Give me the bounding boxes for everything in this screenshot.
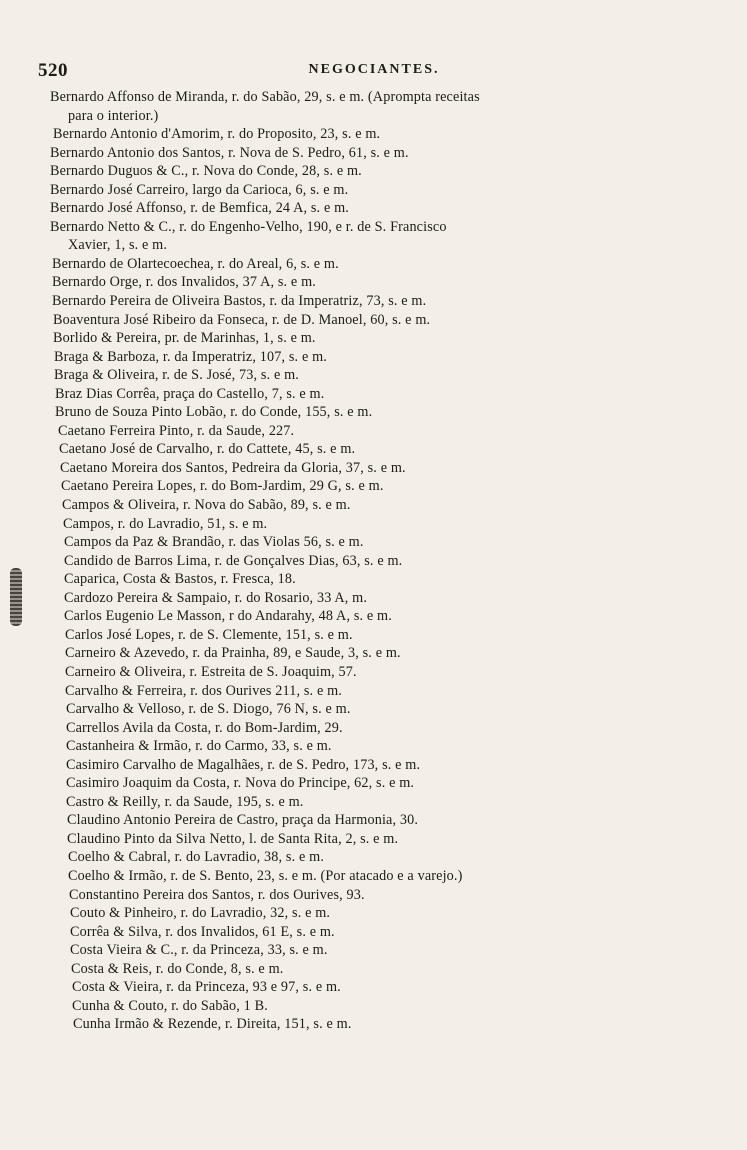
entry-line: Bernardo José Carreiro, largo da Carioca, 6, s. e m. — [50, 181, 349, 198]
directory-entry — [0, 756, 747, 775]
directory-entry — [0, 162, 747, 181]
entry-line: Braga & Oliveira, r. de S. José, 73, s. e m. — [54, 367, 299, 384]
entry-line: Caparica, Costa & Bastos, r. Fresca, 18. — [64, 571, 296, 588]
entry-line: Cunha & Couto, r. do Sabão, 1 B. — [72, 997, 268, 1014]
directory-entry — [0, 255, 747, 274]
directory-entry — [0, 477, 747, 496]
directory-entry — [0, 589, 747, 608]
directory-entry — [0, 978, 747, 997]
directory-entry — [0, 570, 747, 589]
page-header — [38, 60, 710, 84]
directory-entry — [0, 292, 747, 311]
entry-line: Casimiro Joaquim da Costa, r. Nova do Principe, 62, s. e m. — [66, 775, 415, 792]
directory-entry — [0, 941, 747, 960]
entry-line: Costa & Vieira, r. da Princeza, 93 e 97, s. e m. — [72, 979, 341, 996]
entry-line: Carrellos Avila da Costa, r. do Bom-Jardim, 29. — [66, 719, 343, 736]
entry-line: Caetano Ferreira Pinto, r. da Saude, 227. — [58, 422, 295, 439]
entry-line: Casimiro Carvalho de Magalhães, r. de S. Pedro, 173, s. e m. — [66, 756, 421, 773]
entry-line: Coelho & Cabral, r. do Lavradio, 38, s. e m. — [68, 849, 325, 866]
entry-line: Cardozo Pereira & Sampaio, r. do Rosario, 33 A, m. — [64, 589, 368, 606]
directory-entry — [0, 1015, 747, 1034]
directory-entry — [0, 311, 747, 330]
directory-entry — [0, 848, 747, 867]
directory-entry — [0, 329, 747, 348]
directory-entry — [0, 644, 747, 663]
entry-line: Carneiro & Oliveira, r. Estreita de S. Joaquim, 57. — [65, 663, 357, 680]
directory-entry — [0, 385, 747, 404]
directory-entry — [0, 218, 747, 255]
directory-entry — [0, 607, 747, 626]
entry-line: Candido de Barros Lima, r. de Gonçalves Dias, 63, s. e m. — [64, 552, 403, 569]
directory-entry — [0, 811, 747, 830]
directory-entry — [0, 533, 747, 552]
entry-line: Bernardo Antonio dos Santos, r. Nova de S. Pedro, 61, s. e m. — [50, 144, 409, 161]
entry-continuation: Xavier, 1, s. e m. — [68, 237, 168, 254]
entry-line: Castro & Reilly, r. da Saude, 195, s. e m. — [66, 793, 304, 810]
directory-entry — [0, 515, 747, 534]
entry-line: Constantino Pereira dos Santos, r. dos Ourives, 93. — [69, 886, 365, 903]
directory-entry — [0, 626, 747, 645]
entry-line: Costa & Reis, r. do Conde, 8, s. e m. — [71, 960, 284, 977]
directory-entry — [0, 422, 747, 441]
directory-entry — [0, 88, 747, 125]
directory-entry — [0, 793, 747, 812]
entry-line: Castanheira & Irmão, r. do Carmo, 33, s. e m. — [66, 738, 332, 755]
directory-entry — [0, 125, 747, 144]
entry-line: Claudino Antonio Pereira de Castro, praça da Harmonia, 30. — [67, 812, 419, 829]
entry-line: Couto & Pinheiro, r. do Lavradio, 32, s. e m. — [70, 905, 331, 922]
directory-entry — [0, 923, 747, 942]
entry-line: Carneiro & Azevedo, r. da Prainha, 89, e Saude, 3, s. e m. — [65, 645, 401, 662]
directory-entry — [0, 440, 747, 459]
entry-line: Carlos Eugenio Le Masson, r do Andarahy, 48 A, s. e m. — [64, 608, 392, 625]
directory-entry — [0, 403, 747, 422]
entry-line: Caetano Moreira dos Santos, Pedreira da Gloria, 37, s. e m. — [60, 459, 406, 476]
directory-entry — [0, 663, 747, 682]
directory-entry — [0, 181, 747, 200]
entry-line: Carlos José Lopes, r. de S. Clemente, 151, s. e m. — [65, 626, 353, 643]
directory-entry — [0, 700, 747, 719]
directory-entry — [0, 737, 747, 756]
entry-line: Carvalho & Ferreira, r. dos Ourives 211, s. e m. — [65, 682, 342, 699]
directory-entry — [0, 199, 747, 218]
entry-line: Corrêa & Silva, r. dos Invalidos, 61 E, s. e m. — [70, 923, 335, 940]
entry-line: Braga & Barboza, r. da Imperatriz, 107, s. e m. — [54, 348, 327, 365]
directory-entry — [0, 459, 747, 478]
entry-line: Coelho & Irmão, r. de S. Bento, 23, s. e m. (Por atacado e a varejo.) — [68, 867, 463, 884]
page-number: 520 — [38, 60, 68, 81]
entry-line: Bernardo de Olartecoechea, r. do Areal, 6, s. e m. — [52, 255, 339, 272]
directory-entry — [0, 960, 747, 979]
entry-line: Caetano José de Carvalho, r. do Cattete, 45, s. e m. — [59, 441, 356, 458]
running-head: NEGOCIANTES. — [308, 62, 440, 77]
entry-line: Bernardo Orge, r. dos Invalidos, 37 A, s. e m. — [52, 274, 316, 291]
entry-line: Campos da Paz & Brandão, r. das Violas 56, s. e m. — [64, 534, 364, 551]
directory-entry — [0, 682, 747, 701]
directory-entry — [0, 366, 747, 385]
directory-entry — [0, 867, 747, 886]
directory-entry — [0, 552, 747, 571]
directory-entry — [0, 273, 747, 292]
entry-line: Bernardo Netto & C., r. do Engenho-Velho, 190, e r. de S. Francisco — [50, 218, 447, 235]
directory-entry — [0, 144, 747, 163]
entry-line: Cunha Irmão & Rezende, r. Direita, 151, s. e m. — [73, 1016, 352, 1033]
entry-line: Carvalho & Velloso, r. de S. Diogo, 76 N, s. e m. — [66, 701, 351, 718]
entry-line: Bernardo Affonso de Miranda, r. do Sabão, 29, s. e m. (Aprompta receitas — [50, 89, 480, 105]
directory-entry — [0, 774, 747, 793]
entry-line: Bruno de Souza Pinto Lobão, r. do Conde, 155, s. e m. — [55, 404, 373, 421]
margin-stain — [10, 568, 22, 626]
entry-line: Caetano Pereira Lopes, r. do Bom-Jardim, 29 G, s. e m. — [61, 478, 384, 495]
entry-list — [0, 88, 747, 1034]
directory-entry — [0, 830, 747, 849]
entry-line: Braz Dias Corrêa, praça do Castello, 7, s. e m. — [55, 385, 325, 402]
entry-line: Claudino Pinto da Silva Netto, l. de Santa Rita, 2, s. e m. — [67, 830, 399, 847]
entry-line: Bernardo Pereira de Oliveira Bastos, r. da Imperatriz, 73, s. e m. — [52, 293, 427, 310]
entry-line: Costa Vieira & C., r. da Princeza, 33, s. e m. — [70, 942, 328, 959]
directory-entry — [0, 496, 747, 515]
entry-line: Bernardo Antonio d'Amorim, r. do Proposito, 23, s. e m. — [53, 126, 381, 143]
entry-line: Campos, r. do Lavradio, 51, s. e m. — [63, 515, 268, 532]
directory-entry — [0, 348, 747, 367]
entry-continuation: para o interior.) — [68, 107, 159, 124]
directory-entry — [0, 719, 747, 738]
directory-entry — [0, 886, 747, 905]
entry-line: Campos & Oliveira, r. Nova do Sabão, 89, s. e m. — [62, 497, 351, 514]
directory-entry — [0, 904, 747, 923]
entry-line: Borlido & Pereira, pr. de Marinhas, 1, s. e m. — [53, 330, 316, 347]
entry-line: Bernardo José Affonso, r. de Bemfica, 24 A, s. e m. — [50, 200, 349, 217]
directory-entry — [0, 997, 747, 1016]
entry-line: Boaventura José Ribeiro da Fonseca, r. de D. Manoel, 60, s. e m. — [53, 311, 431, 328]
entry-line: Bernardo Duguos & C., r. Nova do Conde, 28, s. e m. — [50, 163, 362, 180]
